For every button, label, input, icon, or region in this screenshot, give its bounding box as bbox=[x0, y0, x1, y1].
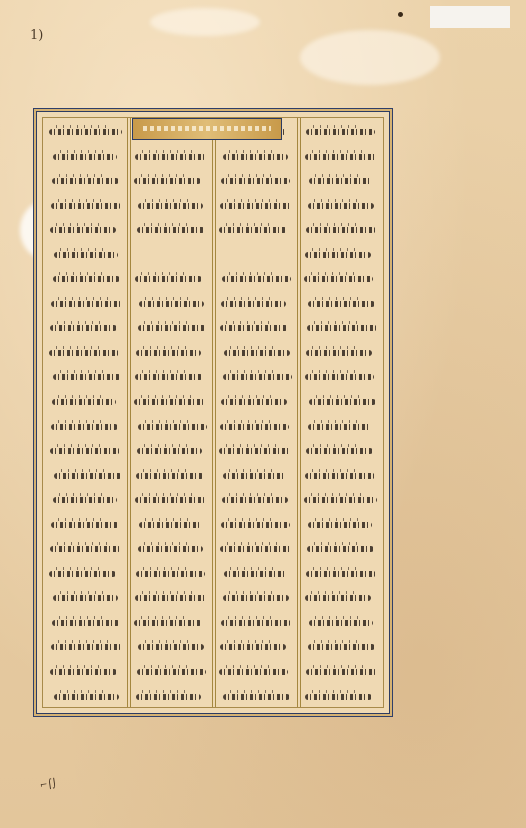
verse-line bbox=[138, 644, 204, 650]
verse-line bbox=[51, 424, 118, 430]
text-column bbox=[213, 118, 298, 707]
verse-line bbox=[308, 644, 375, 650]
verse-line bbox=[134, 620, 202, 626]
text-column bbox=[298, 118, 383, 707]
verse-line bbox=[136, 694, 201, 700]
text-column bbox=[128, 118, 213, 707]
verse-line bbox=[51, 301, 122, 307]
verse-line bbox=[136, 571, 205, 577]
verse-line bbox=[220, 325, 288, 331]
verse-line bbox=[138, 546, 203, 552]
verse-line bbox=[219, 669, 288, 675]
text-frame bbox=[42, 117, 384, 708]
owner-signature: ⌐⌠⌡ bbox=[39, 778, 58, 792]
verse-line bbox=[220, 546, 292, 552]
verse-line bbox=[307, 325, 377, 331]
verse-line bbox=[135, 595, 207, 601]
paper-repair bbox=[430, 6, 510, 28]
verse-line bbox=[224, 571, 287, 577]
verse-line bbox=[308, 203, 374, 209]
verse-line bbox=[223, 694, 290, 700]
verse-line bbox=[138, 203, 203, 209]
verse-line bbox=[306, 448, 373, 454]
verse-line bbox=[306, 571, 376, 577]
verse-line bbox=[223, 374, 292, 380]
verse-line bbox=[51, 644, 122, 650]
verse-line bbox=[305, 473, 375, 479]
ink-mark bbox=[398, 12, 403, 17]
verse-line bbox=[305, 154, 377, 160]
verse-line bbox=[138, 325, 206, 331]
verse-line bbox=[220, 644, 286, 650]
verse-line bbox=[306, 350, 372, 356]
verse-line bbox=[304, 276, 373, 282]
verse-line bbox=[134, 399, 205, 405]
verse-line bbox=[53, 374, 121, 380]
verse-line bbox=[219, 227, 287, 233]
verse-line bbox=[53, 497, 117, 503]
column-rule bbox=[212, 118, 216, 707]
verse-line bbox=[307, 546, 374, 552]
verse-line bbox=[139, 301, 204, 307]
verse-line bbox=[134, 178, 201, 184]
verse-line bbox=[50, 325, 117, 331]
verse-line bbox=[221, 399, 287, 405]
verse-line bbox=[305, 694, 372, 700]
verse-line bbox=[49, 129, 122, 135]
verse-line bbox=[53, 595, 118, 601]
verse-line bbox=[135, 154, 206, 160]
verse-line bbox=[221, 301, 286, 307]
verse-line bbox=[54, 252, 118, 258]
verse-line bbox=[138, 424, 207, 430]
rubric-heading-panel bbox=[132, 118, 282, 140]
water-stain bbox=[150, 8, 260, 36]
verse-line bbox=[308, 301, 375, 307]
verse-line bbox=[53, 154, 117, 160]
verse-line bbox=[305, 252, 371, 258]
verse-line bbox=[51, 203, 121, 209]
verse-line bbox=[222, 497, 288, 503]
verse-line bbox=[304, 497, 377, 503]
verse-line bbox=[306, 129, 375, 135]
verse-line bbox=[223, 595, 289, 601]
verse-line bbox=[52, 399, 116, 405]
text-panel bbox=[33, 108, 393, 717]
verse-line bbox=[50, 448, 120, 454]
verse-line bbox=[305, 374, 374, 380]
text-column bbox=[43, 118, 128, 707]
verse-line bbox=[219, 448, 291, 454]
verse-line bbox=[137, 669, 206, 675]
verse-line bbox=[49, 571, 116, 577]
verse-line bbox=[220, 424, 289, 430]
verse-line bbox=[52, 178, 119, 184]
verse-line bbox=[137, 448, 202, 454]
verse-line bbox=[309, 620, 373, 626]
verse-line bbox=[54, 473, 122, 479]
column-rule bbox=[127, 118, 131, 707]
verse-line bbox=[49, 350, 119, 356]
verse-line bbox=[54, 694, 119, 700]
verse-line bbox=[220, 203, 292, 209]
water-stain bbox=[300, 30, 440, 85]
verse-line bbox=[135, 497, 206, 503]
verse-line bbox=[221, 522, 290, 528]
verse-line bbox=[306, 227, 376, 233]
verse-line bbox=[135, 374, 203, 380]
verse-line bbox=[136, 473, 204, 479]
verse-line bbox=[136, 350, 201, 356]
verse-line bbox=[52, 620, 120, 626]
verse-line bbox=[137, 227, 205, 233]
verse-line bbox=[223, 473, 286, 479]
rubric-heading-script bbox=[143, 126, 271, 131]
verse-line bbox=[50, 227, 116, 233]
verse-line bbox=[309, 399, 376, 405]
column-rule bbox=[297, 118, 301, 707]
verse-line bbox=[306, 669, 377, 675]
verse-line bbox=[221, 620, 291, 626]
verse-line bbox=[308, 424, 371, 430]
verse-line bbox=[53, 276, 120, 282]
verse-line bbox=[222, 276, 291, 282]
verse-line bbox=[51, 522, 119, 528]
folio-number: 1) bbox=[30, 28, 44, 43]
verse-line bbox=[221, 178, 290, 184]
verse-line bbox=[139, 522, 201, 528]
verse-line bbox=[50, 546, 121, 552]
verse-line bbox=[308, 522, 372, 528]
verse-line bbox=[223, 154, 288, 160]
verse-line bbox=[50, 669, 117, 675]
verse-line bbox=[309, 178, 372, 184]
verse-line bbox=[224, 350, 290, 356]
verse-line bbox=[305, 595, 371, 601]
verse-line bbox=[135, 276, 202, 282]
